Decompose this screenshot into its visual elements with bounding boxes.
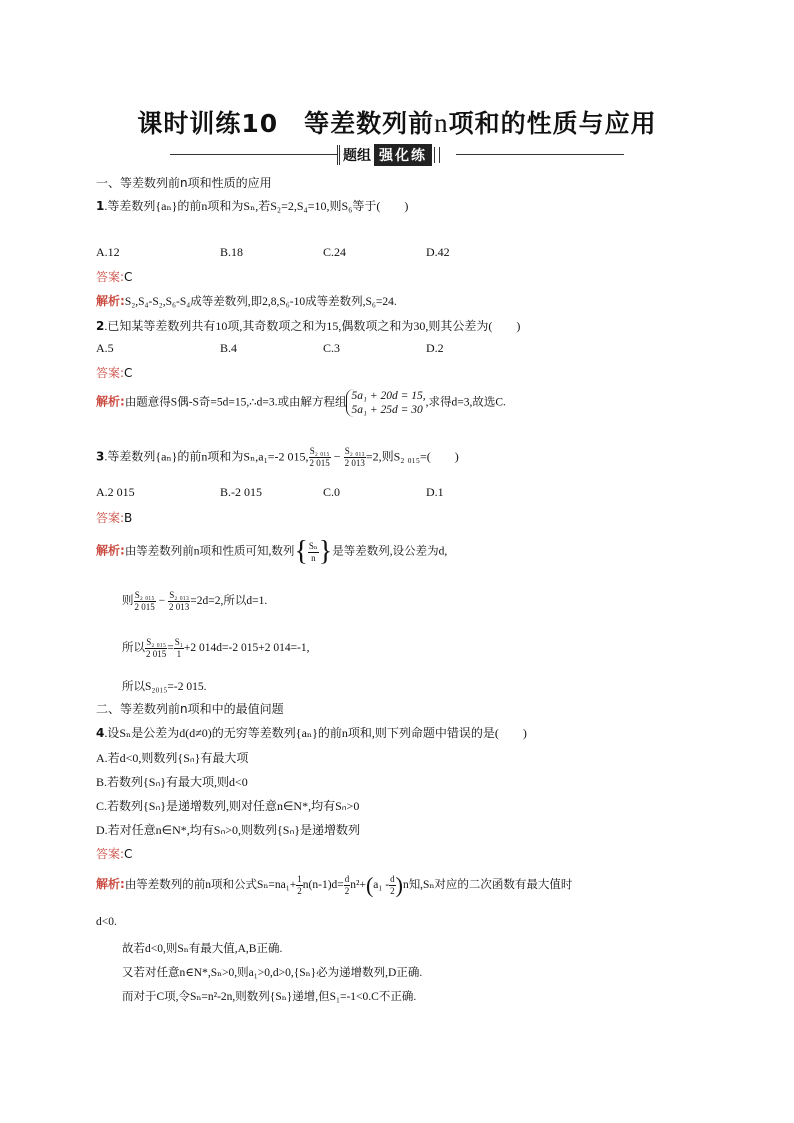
q4-text: .设Sₙ是公差为d(d≠0)的无穷等差数列{aₙ}的前n项和,则下列命题中错误的是( ) xyxy=(104,726,527,740)
q3-explanation xyxy=(96,538,447,566)
q3-answer-value: B xyxy=(124,511,133,525)
q3-text-a: .等差数列{aₙ}的前n项和为Sₙ,a₁=-2 015, xyxy=(104,449,309,464)
q2-option-d: D.2 xyxy=(426,341,444,355)
q4-answer-value: C xyxy=(124,847,133,861)
q4-line-3: 故若d<0,则Sₙ有最大值,A,B正确. xyxy=(122,943,283,955)
q2-equation-1: 5a₁ + 20d = 15, xyxy=(351,390,426,402)
q3-explanation-label: 解析: xyxy=(96,543,125,558)
q4-explanation-text-a: 由等差数列的前n项和公式Sₙ=na₁+ xyxy=(124,879,297,892)
q4-option-c: C.若数列{Sₙ}是递增数列,则对任意n∈N*,均有Sₙ>0 xyxy=(96,799,360,813)
left-paren: ( xyxy=(365,872,374,898)
q3-line-3-a: 所以 xyxy=(122,642,145,655)
q4-answer-label: 答案: xyxy=(96,847,125,861)
badge-left: 题组 xyxy=(337,145,374,165)
q2-explanation-text-a: 由题意得S偶-S奇=5d=15,∴d=3.或由解方程组 xyxy=(124,396,347,409)
right-paren: ) xyxy=(395,872,403,898)
q2-equation-2: 5a₁ + 25d = 30 xyxy=(351,404,423,416)
q4-number: 4 xyxy=(96,726,105,740)
q2-explanation-label: 解析: xyxy=(96,394,125,409)
q2-text: .已知某等差数列共有10项,其奇数项之和为15,偶数项之和为30,则其公差为( ) xyxy=(104,319,521,333)
q1-text: .等差数列{aₙ}的前n项和为Sₙ,若S₂=2,S₄=10,则S₆等于( ) xyxy=(104,199,409,213)
section-badge xyxy=(337,146,440,164)
q3-l3-fraction-2 xyxy=(174,637,184,660)
divider-left xyxy=(170,154,337,155)
q3-l2-f2-top: S₂ ₀₁₃ xyxy=(169,590,190,600)
q3-line-3-b: +2 014d=-2 015+2 014=-1, xyxy=(183,642,310,655)
q4-paren-top: d xyxy=(390,874,395,884)
q4-answer xyxy=(96,845,132,862)
badge-right: 强化练 xyxy=(374,144,432,166)
q1-answer-label: 答案: xyxy=(96,270,125,284)
q1-answer-value: C xyxy=(124,270,133,284)
divider-right xyxy=(456,154,624,155)
q1-option-b: B.18 xyxy=(220,245,244,259)
q4-d-top: d xyxy=(344,874,350,884)
q2-option-a: A.5 xyxy=(96,341,114,355)
q3-fraction-1-top: S₂ ₀₁₅ xyxy=(309,446,330,456)
q1-number: 1 xyxy=(96,199,105,213)
q2-answer-label: 答案: xyxy=(96,366,125,380)
q4-explanation-text-b: n(n-1)d= xyxy=(302,879,344,892)
q1-explanation-label: 解析: xyxy=(96,294,125,308)
q3-line-2-b: =2d=2,所以d=1. xyxy=(190,595,268,608)
q1-option-d: D.42 xyxy=(426,245,450,259)
q4-d-bottom: 2 xyxy=(344,886,350,896)
q3-option-a: A.2 015 xyxy=(96,485,135,499)
question-1 xyxy=(96,197,408,214)
q4-half-bottom: 2 xyxy=(297,886,302,896)
title-suffix: 项和的性质与应用 xyxy=(448,109,657,138)
page-title xyxy=(0,104,794,140)
q4-explanation xyxy=(96,874,572,897)
q3-answer xyxy=(96,509,132,526)
q3-l2-fraction-2 xyxy=(168,590,190,613)
q2-answer xyxy=(96,364,132,381)
q3-fraction-1 xyxy=(309,446,331,469)
q4-line-5: 而对于C项,令Sₙ=n²-2n,则数列{Sₙ}递增,但S₁=-1<0.C不正确. xyxy=(122,991,417,1003)
q4-paren-bottom: 2 xyxy=(390,886,395,896)
q4-option-d: D.若对任意n∈N*,均有Sₙ>0,则数列{Sₙ}是递增数列 xyxy=(96,823,360,837)
q3-explanation-text-b: 是等差数列,设公差为d, xyxy=(332,545,448,558)
q3-l3-fraction-1 xyxy=(145,637,167,660)
q3-fraction-2-bottom: 2 013 xyxy=(344,458,365,468)
q3-text-b: =2,则S₂ ₀₁₅=( ) xyxy=(365,449,459,464)
q3-line-4: 所以S₂₀₁₅=-2 015. xyxy=(122,681,207,693)
q3-l3-f2-top: S₁ xyxy=(174,637,183,647)
q3-number: 3 xyxy=(96,449,105,464)
q3-l3-equals: = xyxy=(167,642,174,655)
q3-seq-bottom: n xyxy=(311,552,316,563)
q3-line-2 xyxy=(122,590,267,613)
section-heading-1: 一、等差数列前n项和性质的应用 xyxy=(96,176,272,190)
section-heading-2: 二、等差数列前n项和中的最值问题 xyxy=(96,702,284,716)
q4-half-top: 1 xyxy=(297,874,302,884)
q3-option-c: C.0 xyxy=(323,485,341,499)
q3-fraction-2 xyxy=(344,446,366,469)
q3-answer-label: 答案: xyxy=(96,511,125,525)
q3-l2-fraction-1 xyxy=(134,590,156,613)
question-3 xyxy=(96,446,459,469)
q3-l2-f2-bottom: 2 013 xyxy=(169,602,190,612)
q2-answer-value: C xyxy=(124,366,133,380)
q3-option-d: D.1 xyxy=(426,485,444,499)
q3-fraction-1-bottom: 2 015 xyxy=(309,458,330,468)
q3-l3-f1-top: S₂ ₀₁₅ xyxy=(146,637,167,647)
q4-paren-text: a₁ - xyxy=(373,879,390,892)
q4-line-4: 又若对任意n∈N*,Sₙ>0,则a₁>0,d>0,{Sₙ}必为递增数列,D正确. xyxy=(122,967,423,979)
q4-explanation-label: 解析: xyxy=(96,877,125,892)
q3-l3-f1-bottom: 2 015 xyxy=(146,649,167,659)
q3-minus: − xyxy=(333,449,341,464)
question-4 xyxy=(96,724,527,741)
title-prefix: 课时训练10 等差数列前 xyxy=(137,109,435,138)
q4-line-2: d<0. xyxy=(96,916,117,928)
q1-option-c: C.24 xyxy=(323,245,347,259)
q2-number: 2 xyxy=(96,319,105,333)
q1-explanation xyxy=(96,292,397,309)
q4-explanation-text-c: n²+ xyxy=(350,879,366,892)
q2-equation-system xyxy=(346,389,425,417)
q3-seq-top: Sₙ xyxy=(308,540,318,551)
right-brace: } xyxy=(318,536,333,567)
q3-l2-f1-top: S₂ ₀₁₅ xyxy=(134,590,155,600)
q2-option-b: B.4 xyxy=(220,341,238,355)
q3-line-3 xyxy=(122,637,310,660)
question-2 xyxy=(96,317,520,334)
q3-explanation-text-a: 由等差数列前n项和性质可知,数列 xyxy=(124,545,295,558)
q3-l3-f2-bottom: 1 xyxy=(176,649,182,659)
q1-explanation-text: S₂,S₄-S₂,S₆-S₄成等差数列,即2,8,S₆-10成等差数列,S₆=24. xyxy=(124,296,397,308)
q2-option-c: C.3 xyxy=(323,341,341,355)
q4-option-a: A.若d<0,则数列{Sₙ}有最大项 xyxy=(96,751,249,765)
badge-end-bar xyxy=(434,147,440,163)
q3-option-b: B.-2 015 xyxy=(220,485,262,499)
q4-option-b: B.若数列{Sₙ}有最大项,则d<0 xyxy=(96,775,248,789)
left-brace: { xyxy=(294,536,308,567)
q3-l2-minus: − xyxy=(158,595,166,608)
q1-answer xyxy=(96,268,132,285)
q3-fraction-2-top: S₂ ₀₁₃ xyxy=(344,446,365,456)
q3-l2-f1-bottom: 2 015 xyxy=(134,602,155,612)
q3-seq-fraction xyxy=(308,541,319,564)
q3-line-2-a: 则 xyxy=(122,595,134,608)
q2-explanation xyxy=(96,389,506,417)
q4-explanation-text-d: n知,Sₙ对应的二次函数有最大值时 xyxy=(402,879,573,892)
q2-explanation-text-b: ,求得d=3,故选C. xyxy=(425,396,506,409)
q1-option-a: A.12 xyxy=(96,245,120,259)
title-n: n xyxy=(434,108,449,138)
